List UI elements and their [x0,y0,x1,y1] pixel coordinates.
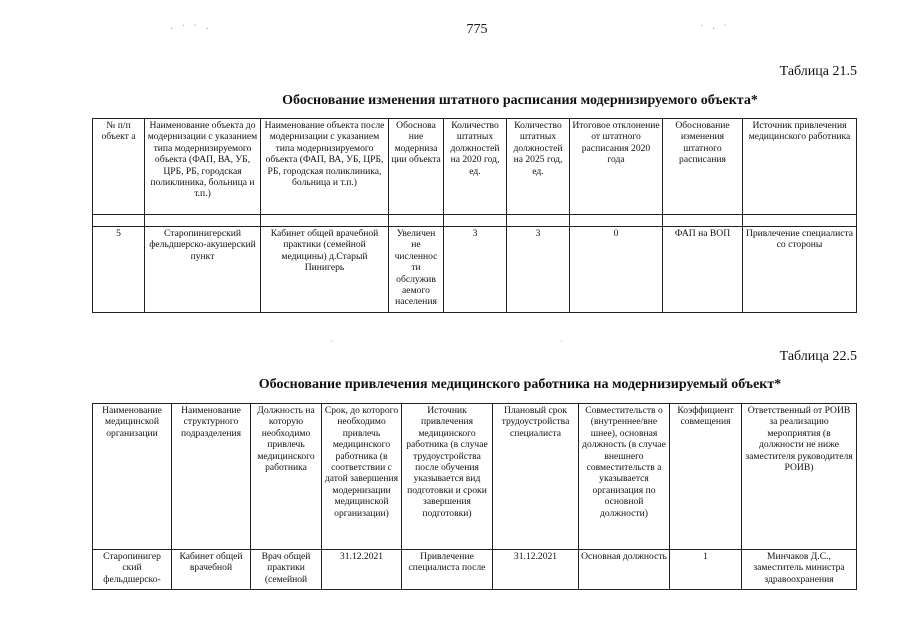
cell-position: Врач общей практики (семейной [251,550,322,590]
header-cell: Должность на которую необходимо привлечь медицинского работника [251,404,322,550]
cell-object-after: Кабинет общей врачебной практики (семейной медицины) д.Старый Пинигерь [261,227,389,313]
cell-change-reason: ФАП на ВОП [663,227,743,313]
header-row [93,404,857,550]
table-row [93,227,857,313]
page-number: 775 [466,22,488,37]
cell-coefficient: 1 [670,550,742,590]
blank-cell [570,215,663,227]
header-cell: № п/п объект а [93,119,145,215]
header-cell: Количество штатных должностей на 2025 год, ед. [507,119,570,215]
table-22-5-label: Таблица 22.5 [779,349,857,364]
scan-noise-right: ˙ · ` [700,24,730,35]
scan-mark: · [560,336,563,346]
blank-cell [93,215,145,227]
blank-row [93,215,857,227]
cell-staff-2025: 3 [507,227,570,313]
blank-cell [145,215,261,227]
header-cell: Плановый срок трудоустройства специалиста [493,404,579,550]
header-cell: Обоснова ние модерниза ции объекта [389,119,444,215]
header-row [93,119,857,215]
header-cell: Ответственный от РОИВ за реализацию мероприятия (в должности не ниже заместителя руководителя РОИВ) [742,404,857,550]
cell-organization: Старопинигер ский фельдшерско- [93,550,172,590]
header-cell: Количество штатных должностей на 2020 год, ед. [444,119,507,215]
header-cell: Обоснование изменения штатного расписания [663,119,743,215]
staffing-change-table [92,118,857,313]
blank-cell [507,215,570,227]
table-21-5-label: Таблица 21.5 [779,64,857,79]
scan-mark: · [330,336,333,346]
header-cell: Наименование медицинской организации [93,404,172,550]
header-cell: Наименование объекта до модернизации с указанием типа модернизируемого объекта (ФАП, ВА, УБ, ЦРБ, РБ, городская поликлиника, больница и т.п.) [145,119,261,215]
blank-cell [663,215,743,227]
blank-cell [261,215,389,227]
cell-justification: Увеличен не численнос ти обслужив аемого населения [389,227,444,313]
cell-source: Привлечение специалиста со стороны [743,227,857,313]
header-cell: Коэффициент совмещения [670,404,742,550]
table-row [93,550,857,590]
cell-combination: Основная должность [579,550,670,590]
cell-responsible: Минчаков Д.С., заместитель министра здравоохранения [742,550,857,590]
header-cell: Источник привлечения медицинского работника (в случае трудоустройства после обучения указывается вид подготовки и сроки завершения подготовки) [402,404,493,550]
cell-source: Привлечение специалиста после [402,550,493,590]
table-21-5-title: Обоснование изменения штатного расписания модернизируемого объекта* [282,93,758,108]
cell-subdivision: Кабинет общей врачебной [172,550,251,590]
cell-staff-2020: 3 [444,227,507,313]
header-cell: Совместительств о (внутреннее/вне шнее), основная должность (в случае внешнего совместительств а указывается организация по основной должности) [579,404,670,550]
header-cell: Источник привлечения медицинского работника [743,119,857,215]
blank-cell [743,215,857,227]
cell-number: 5 [93,227,145,313]
header-cell: Наименование структурного подразделения [172,404,251,550]
blank-cell [389,215,444,227]
header-cell: Итоговое отклонение от штатного расписания 2020 года [570,119,663,215]
header-cell: Срок, до которого необходимо привлечь медицинского работника (в соответствии с датой завершения модернизации медицинской организации) [322,404,402,550]
cell-deadline: 31.12.2021 [322,550,402,590]
worker-recruitment-table [92,403,857,590]
blank-cell [444,215,507,227]
table-22-5-title: Обоснование привлечения медицинского работника на модернизируемый объект* [258,377,782,392]
cell-object-before: Старопинигерский фельдшерско-акушерский пункт [145,227,261,313]
header-cell: Наименование объекта после модернизации с указанием типа модернизируемого объекта (ФАП, ВА, УБ, ЦРБ, РБ, городская поликлиника, больница и т.п.) [261,119,389,215]
scan-noise-left: · ˙ ` · [170,24,212,35]
cell-planned-date: 31.12.2021 [493,550,579,590]
cell-deviation: 0 [570,227,663,313]
